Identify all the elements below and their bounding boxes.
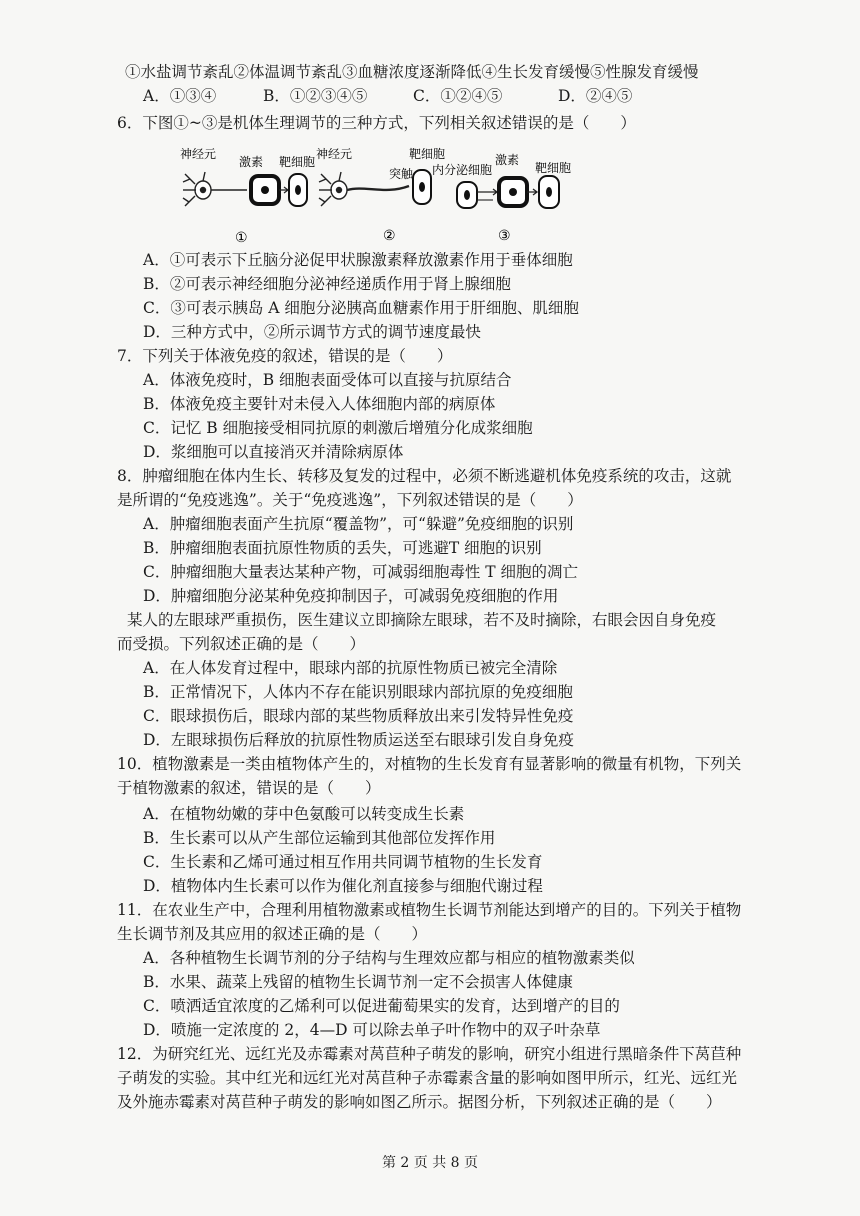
q5-option-b: B．①②③④⑤ [263, 87, 368, 105]
panel2-neuron-label: 神经元 [316, 147, 353, 161]
q5-option-c: C．①②④⑤ [413, 87, 503, 105]
endocrine-cell-icon [251, 176, 288, 204]
panel3-hormone-label: 激素 [495, 153, 520, 167]
panel-2 [316, 146, 445, 244]
q6-option-b: B．②可表示神经细胞分泌神经递质作用于肾上腺细胞 [143, 275, 511, 293]
q8-option-c: C．肿瘤细胞大量表达某种产物，可减弱细胞毒性 T 细胞的凋亡 [143, 563, 579, 581]
q9-option-a: A．在人体发育过程中，眼球内部的抗原性物质已被完全清除 [143, 659, 558, 677]
q10-option-d: D．植物体内生长素可以作为催化剂直接参与细胞代谢过程 [143, 877, 543, 895]
q9-stem-line2: 而受损。下列叙述正确的是（ ） [117, 635, 366, 653]
panel1-target-label: 靶细胞 [279, 155, 316, 169]
q6-option-d: D．三种方式中，②所示调节方式的调节速度最快 [143, 323, 481, 341]
hormone-cell-icon [499, 178, 537, 206]
q11-option-c: C．喷洒适宜浓度的乙烯利可以促进葡萄果实的发育，达到增产的目的 [143, 997, 620, 1015]
q10-option-b: B．生长素可以从产生部位运输到其他部位发挥作用 [143, 829, 496, 847]
neuron-icon [183, 172, 247, 206]
q11-stem-line2: 生长调节剂及其应用的叙述正确的是（ ） [117, 925, 428, 943]
q8-option-d: D．肿瘤细胞分泌某种免疫抑制因子，可减弱免疫细胞的作用 [143, 587, 559, 605]
q7-option-d: D．浆细胞可以直接消灭并清除病原体 [143, 443, 404, 461]
q8-stem-line2: 是所谓的“免疫逃逸”。关于“免疫逃逸”，下列叙述错误的是（ ） [117, 491, 583, 509]
q6-stem: 6．下图①~③是机体生理调节的三种方式，下列相关叙述错误的是（ ） [117, 114, 636, 132]
regulation-diagram [175, 140, 595, 250]
q5-option-a: A．①③④ [143, 87, 217, 105]
q7-option-a: A．体液免疫时，B 细胞表面受体可以直接与抗原结合 [143, 371, 512, 389]
q11-stem-line1: 11．在农业生产中，合理利用植物激素或植物生长调节剂能达到增产的目的。下列关于植物 [117, 901, 742, 919]
q11-option-a: A．各种植物生长调节剂的分子结构与生理效应都与相应的植物激素类似 [143, 949, 635, 967]
panel2-number: ② [383, 228, 396, 244]
q8-option-b: B．肿瘤细胞表面抗原性物质的丢失，可逃避T 细胞的识别 [143, 539, 542, 557]
q8-stem-line1: 8．肿瘤细胞在体内生长、转移及复发的过程中，必须不断逃避机体免疫系统的攻击，这就 [117, 467, 732, 485]
q9-option-d: D．左眼球损伤后释放的抗原性物质运送至右眼球引发自身免疫 [143, 731, 574, 749]
q10-stem-line1: 10．植物激素是一类由植物体产生的，对植物的生长发育有显著影响的微量有机物，下列关 [117, 755, 742, 773]
q7-option-c: C．记忆 B 细胞接受相同抗原的刺激后增殖分化成浆细胞 [143, 419, 533, 437]
q9-option-c: C．眼球损伤后，眼球内部的某些物质释放出来引发特异性免疫 [143, 707, 574, 725]
q10-stem-line2: 于植物激素的叙述，错误的是（ ） [117, 779, 381, 797]
panel3-number: ③ [498, 228, 511, 244]
q6-option-a: A．①可表示下丘脑分泌促甲状腺激素释放激素作用于垂体细胞 [143, 251, 573, 269]
q9-stem-line1: 某人的左眼球严重损伤，医生建议立即摘除左眼球，若不及时摘除，右眼会因自身免疫 [127, 611, 717, 629]
panel-1 [180, 146, 315, 246]
q12-stem-line2: 子萌发的实验。其中红光和远红光对莴苣种子赤霉素含量的影响如图甲所示，红光、远红光 [117, 1069, 738, 1087]
panel1-number: ① [235, 230, 248, 246]
q6-option-c: C．③可表示胰岛 A 细胞分泌胰高血糖素作用于肝细胞、肌细胞 [143, 299, 579, 317]
q7-stem: 7．下列关于体液免疫的叙述，错误的是（ ） [117, 347, 453, 365]
page-number: 第 2 页 共 8 页 [381, 1155, 479, 1171]
panel-3 [432, 152, 571, 244]
endocrine-cell-icon [457, 182, 497, 208]
target-cell-icon [413, 170, 431, 204]
synapse-label: 突触 [389, 167, 414, 181]
q10-option-c: C．生长素和乙烯可通过相互作用共同调节植物的生长发育 [143, 853, 543, 871]
q9-option-b: B．正常情况下，人体内不存在能识别眼球内部抗原的免疫细胞 [143, 683, 573, 701]
q5-statements: ①水盐调节紊乱②体温调节紊乱③血糖浓度逐渐降低④生长发育缓慢⑤性腺发育缓慢 [125, 63, 699, 81]
target-cell-icon [539, 176, 559, 208]
q7-option-b: B．体液免疫主要针对未侵入人体细胞内部的病原体 [143, 395, 496, 413]
panel3-target-label: 靶细胞 [535, 161, 572, 175]
panel1-neuron-label: 神经元 [180, 147, 217, 161]
q12-stem-line1: 12．为研究红光、远红光及赤霉素对莴苣种子萌发的影响，研究小组进行黑暗条件下莴苣种 [117, 1045, 742, 1063]
q5-option-d: D．②④⑤ [558, 87, 633, 105]
q10-option-a: A．在植物幼嫩的芽中色氨酸可以转变成生长素 [143, 805, 465, 823]
target-cell-icon [289, 174, 307, 206]
panel1-hormone-label: 激素 [239, 155, 264, 169]
q8-option-a: A．肿瘤细胞表面产生抗原“覆盖物”，可“躲避”免疫细胞的识别 [143, 515, 574, 533]
endocrine-cell-label: 内分泌细胞 [432, 163, 493, 177]
panel2-target-label: 靶细胞 [409, 147, 446, 161]
q11-option-d: D．喷施一定浓度的 2，4—D 可以除去单子叶作物中的双子叶杂草 [143, 1021, 601, 1039]
q11-option-b: B．水果、蔬菜上残留的植物生长调节剂一定不会损害人体健康 [143, 973, 573, 991]
q12-stem-line3: 及外施赤霉素对莴苣种子萌发的影响如图乙所示。据图分析，下列叙述正确的是（ ） [117, 1093, 722, 1111]
